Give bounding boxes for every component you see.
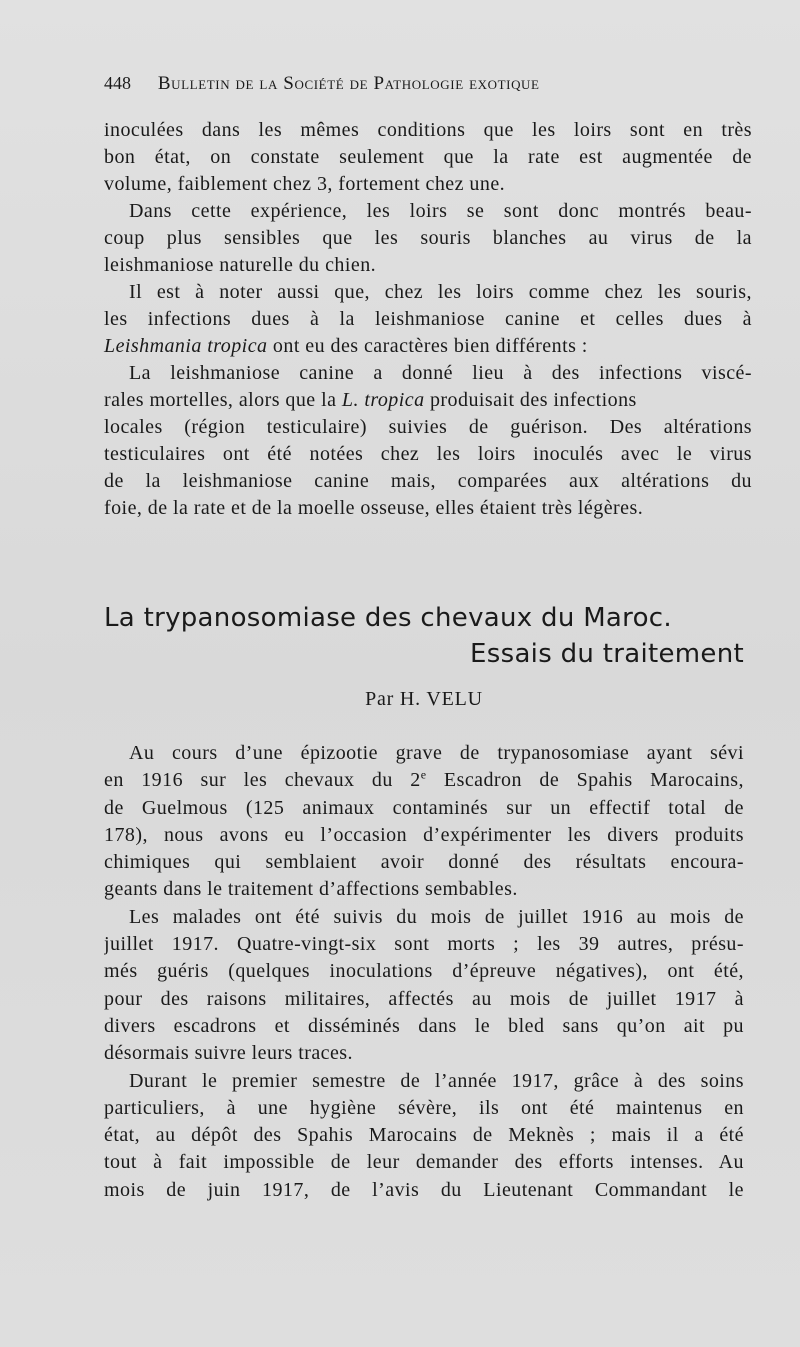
text-line: Durant le premier semestre de l’année 1917, grâce à des soins	[129, 1069, 744, 1092]
text-span: produisait des infections	[424, 389, 637, 411]
page-number: 448	[104, 73, 131, 93]
text-line: état, au dépôt des Spahis Marocains de Meknès ; mais il a été	[104, 1124, 744, 1147]
text-line: 178), nous avons eu l’occasion d’expérimenter les divers produits	[104, 823, 744, 846]
text-line: més guéris (quelques inoculations d’épreuve négatives), ont été,	[104, 960, 744, 983]
article-body	[104, 740, 744, 1204]
text-line: locales (région testiculaire) suivies de guérison. Des altérations	[104, 416, 752, 438]
previous-article-text	[104, 117, 752, 522]
text-span: rales mortelles, alors que la	[104, 389, 342, 411]
text-line: inoculées dans les mêmes conditions que les loirs sont en très	[104, 119, 752, 141]
text-line: Dans cette expérience, les loirs se sont donc montrés beau-	[129, 200, 752, 222]
italic-species-name: L. tropica	[341, 389, 425, 411]
author-byline: Par H. VELU	[365, 688, 483, 710]
text-line: La leishmaniose canine a donné lieu à des infections viscé-	[129, 362, 752, 384]
journal-title: Bulletin de la Société de Pathologie exotique	[157, 73, 540, 94]
text-line: de Guelmous (125 animaux contaminés sur un effectif total de	[104, 796, 744, 819]
article-title-line-2: Essais du traitement	[470, 639, 744, 669]
running-header	[104, 73, 744, 103]
text-line: pour des raisons militaires, affectés au mois de juillet 1917 à	[104, 987, 744, 1010]
article-title-line-1: La trypanosomiase des chevaux du Maroc.	[104, 603, 672, 633]
text-line: chimiques qui semblaient avoir donné des résultats encoura-	[104, 851, 744, 874]
text-line: mois de juin 1917, de l’avis du Lieutenant Commandant le	[104, 1178, 744, 1201]
text-line: Il est à noter aussi que, chez les loirs comme chez les souris,	[129, 281, 752, 303]
text-line: leishmaniose naturelle du chien.	[104, 254, 377, 276]
text-line: Les malades ont été suivis du mois de juillet 1916 au mois de	[129, 905, 744, 928]
text-span: ont eu des caractères bien différents :	[267, 335, 588, 357]
text-line: Au cours d’une épizootie grave de trypanosomiase ayant sévi	[129, 742, 744, 764]
text-line: foie, de la rate et de la moelle osseuse, elles étaient très légères.	[104, 497, 644, 519]
text-span: en 1916 sur les chevaux du 2	[104, 769, 421, 792]
text-line: les infections dues à la leishmaniose canine et celles dues à	[104, 308, 752, 330]
text-line: désormais suivre leurs traces.	[104, 1042, 353, 1065]
superscript: e	[420, 767, 427, 782]
text-line-with-superscript	[104, 767, 744, 794]
text-line: coup plus sensibles que les souris blanches au virus de la	[104, 227, 752, 249]
text-line: juillet 1917. Quatre-vingt-six sont morts ; les 39 autres, présu-	[104, 933, 744, 956]
text-line: bon état, on constate seulement que la rate est augmentée de	[104, 146, 752, 168]
article-title	[104, 600, 744, 672]
text-line: tout à fait impossible de leur demander des efforts intenses. Au	[104, 1151, 744, 1174]
text-line-with-italic	[104, 333, 752, 360]
text-span: Escadron de Spahis Marocains,	[426, 769, 744, 792]
text-line: testiculaires ont été notées chez les loirs inoculés avec le virus	[104, 443, 752, 465]
text-line-with-italic	[104, 387, 752, 414]
text-line: de la leishmaniose canine mais, comparées aux altérations du	[104, 470, 752, 492]
text-line: particuliers, à une hygiène sévère, ils ont été maintenus en	[104, 1096, 744, 1119]
italic-species-name: Leishmania tropica	[104, 335, 268, 357]
text-line: geants dans le traitement d’affections sembables.	[104, 878, 518, 901]
text-line: volume, faiblement chez 3, fortement chez une.	[104, 173, 506, 195]
text-line: divers escadrons et disséminés dans le bled sans qu’on ait pu	[104, 1014, 744, 1037]
